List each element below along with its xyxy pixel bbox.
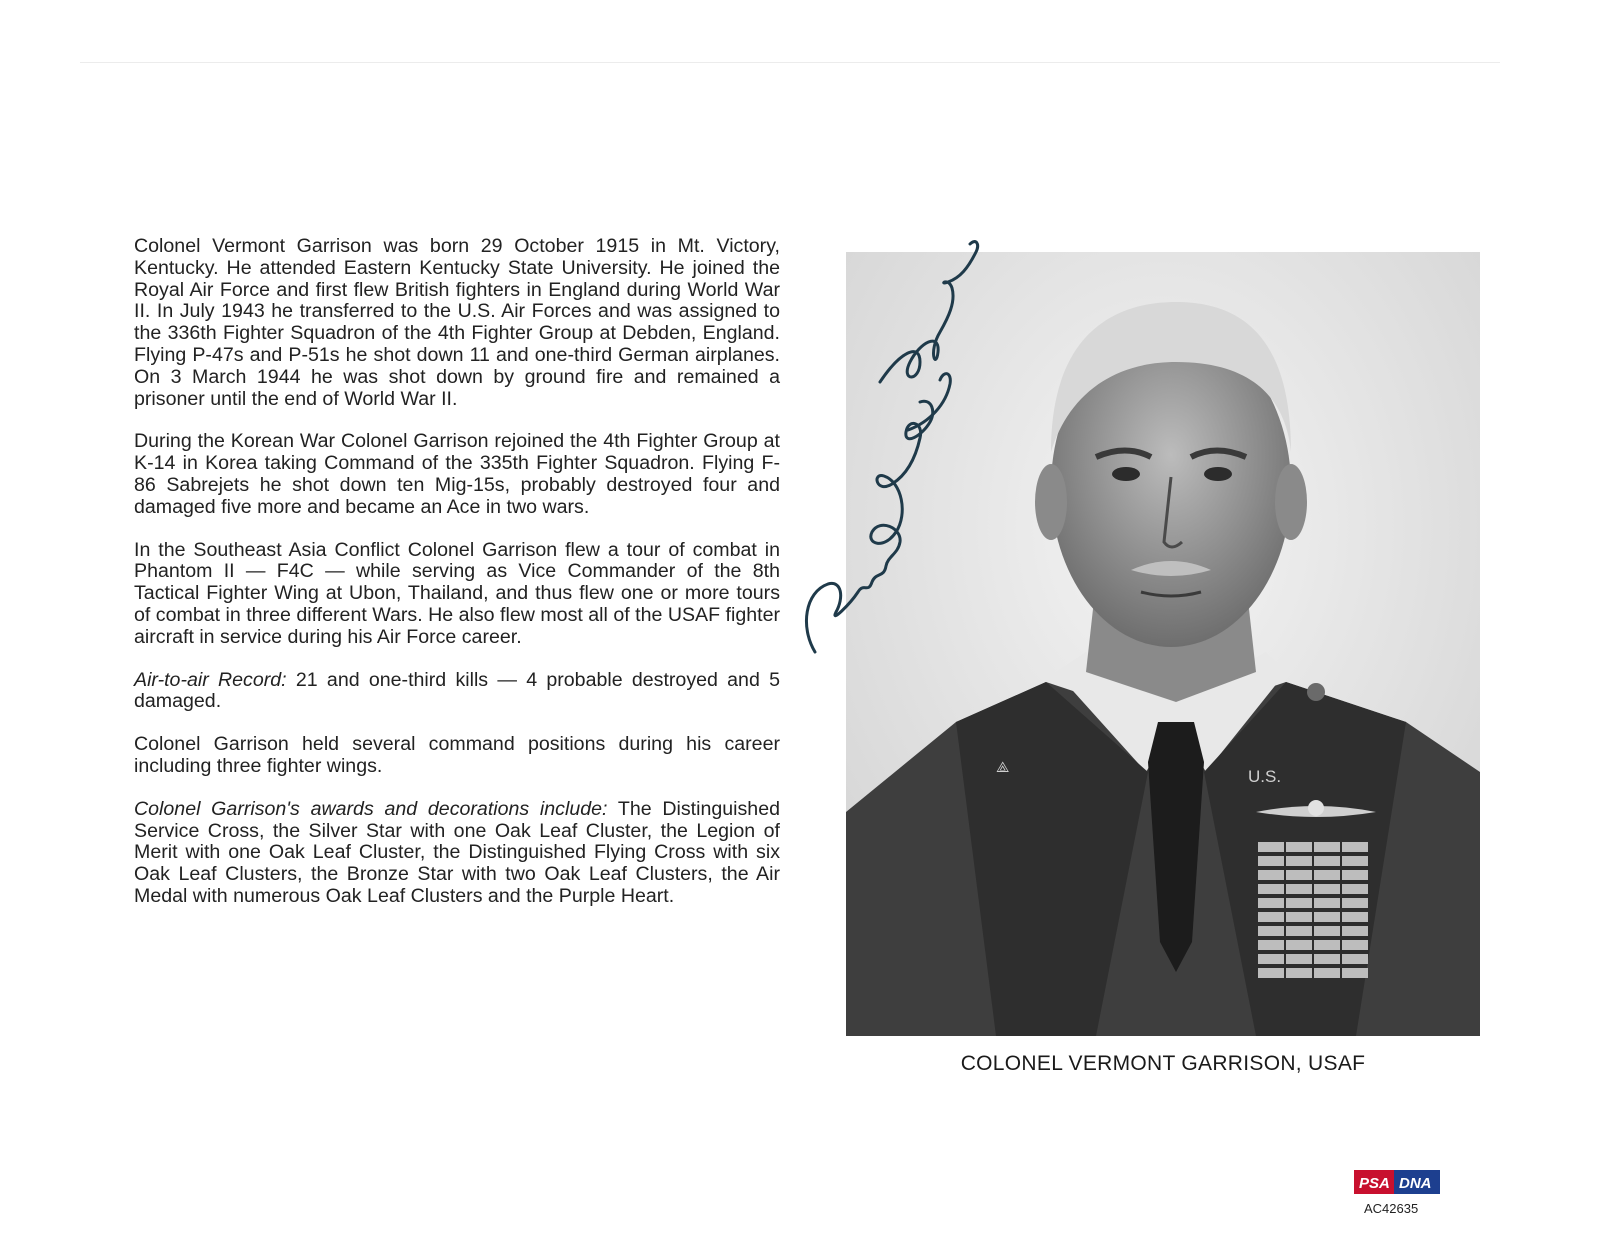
- bio-paragraph-commands: Colonel Garrison held several command positions during his career including three fighter wings.: [134, 733, 780, 777]
- psa-dna-logo: [1354, 1170, 1440, 1194]
- awards-text: The Distinguished Service Cross, the Silver Star with one Oak Leaf Cluster, the Legion of Merit with one Oak Leaf Cluster, the Distinguished Flying Cross with six Oak Leaf Clusters, the Bronze Star with two Oak Leaf Clusters, the Air Medal with numerous Oak Leaf Clusters and the Purple Heart.: [134, 797, 780, 907]
- record-label: Air-to-air Record:: [134, 668, 287, 691]
- record-text: 21 and one-third kills — 4 probable destroyed and 5 damaged.: [134, 668, 781, 713]
- bio-paragraph-southeast-asia: In the Southeast Asia Conflict Colonel Garrison flew a tour of combat in Phantom II — F4C — while serving as Vice Commander of the 8th Tactical Fighter Wing at Ubon, Thailand, and thus flew one or more tours of combat in three different Wars. He also flew most all of the USAF fighter aircraft in service during his Air Force career.: [134, 538, 780, 648]
- psa-logo-text: PSA: [1359, 1175, 1390, 1192]
- certification-number: AC42635: [1364, 1201, 1419, 1216]
- top-divider: [80, 62, 1500, 63]
- bio-paragraph-record: [134, 670, 780, 714]
- photo-caption: COLONEL VERMONT GARRISON, USAF: [960, 1052, 1366, 1075]
- signature-text: Vermont Garrison: [780, 232, 788, 233]
- awards-label: Colonel Garrison's awards and decorations include:: [134, 797, 608, 820]
- bio-paragraph-awards: [134, 799, 780, 908]
- bio-paragraph-birth: Colonel Vermont Garrison was born 29 October 1915 in Mt. Victory, Kentucky. He attended Eastern Kentucky State University. He joined the Royal Air Force and first flew British fighters in England during World War II. In July 1943 he transferred to the U.S. Air Forces and was assigned to the 336th Fighter Squadron of the 4th Fighter Group at Debden, England. Flying P-47s and P-51s he shot down 11 and one-third German airplanes. On 3 March 1944 he was shot down by ground fire and remained a prisoner until the end of World War II.: [134, 235, 780, 410]
- biography-text: [134, 236, 780, 929]
- bio-paragraph-korea: During the Korean War Colonel Garrison rejoined the 4th Fighter Group at K-14 in Korea taking Command of the 335th Fighter Squadron. Flying F-86 Sabrejets he shot down ten Mig-15s, probably destroyed four and damaged five more and became an Ace in two wars.: [134, 430, 780, 518]
- svg-text:⟁: ⟁: [996, 759, 1010, 776]
- autograph-signature: [780, 232, 1010, 672]
- dna-logo-text: DNA: [1399, 1175, 1432, 1192]
- collar-insignia-us: U.S.: [1248, 767, 1282, 786]
